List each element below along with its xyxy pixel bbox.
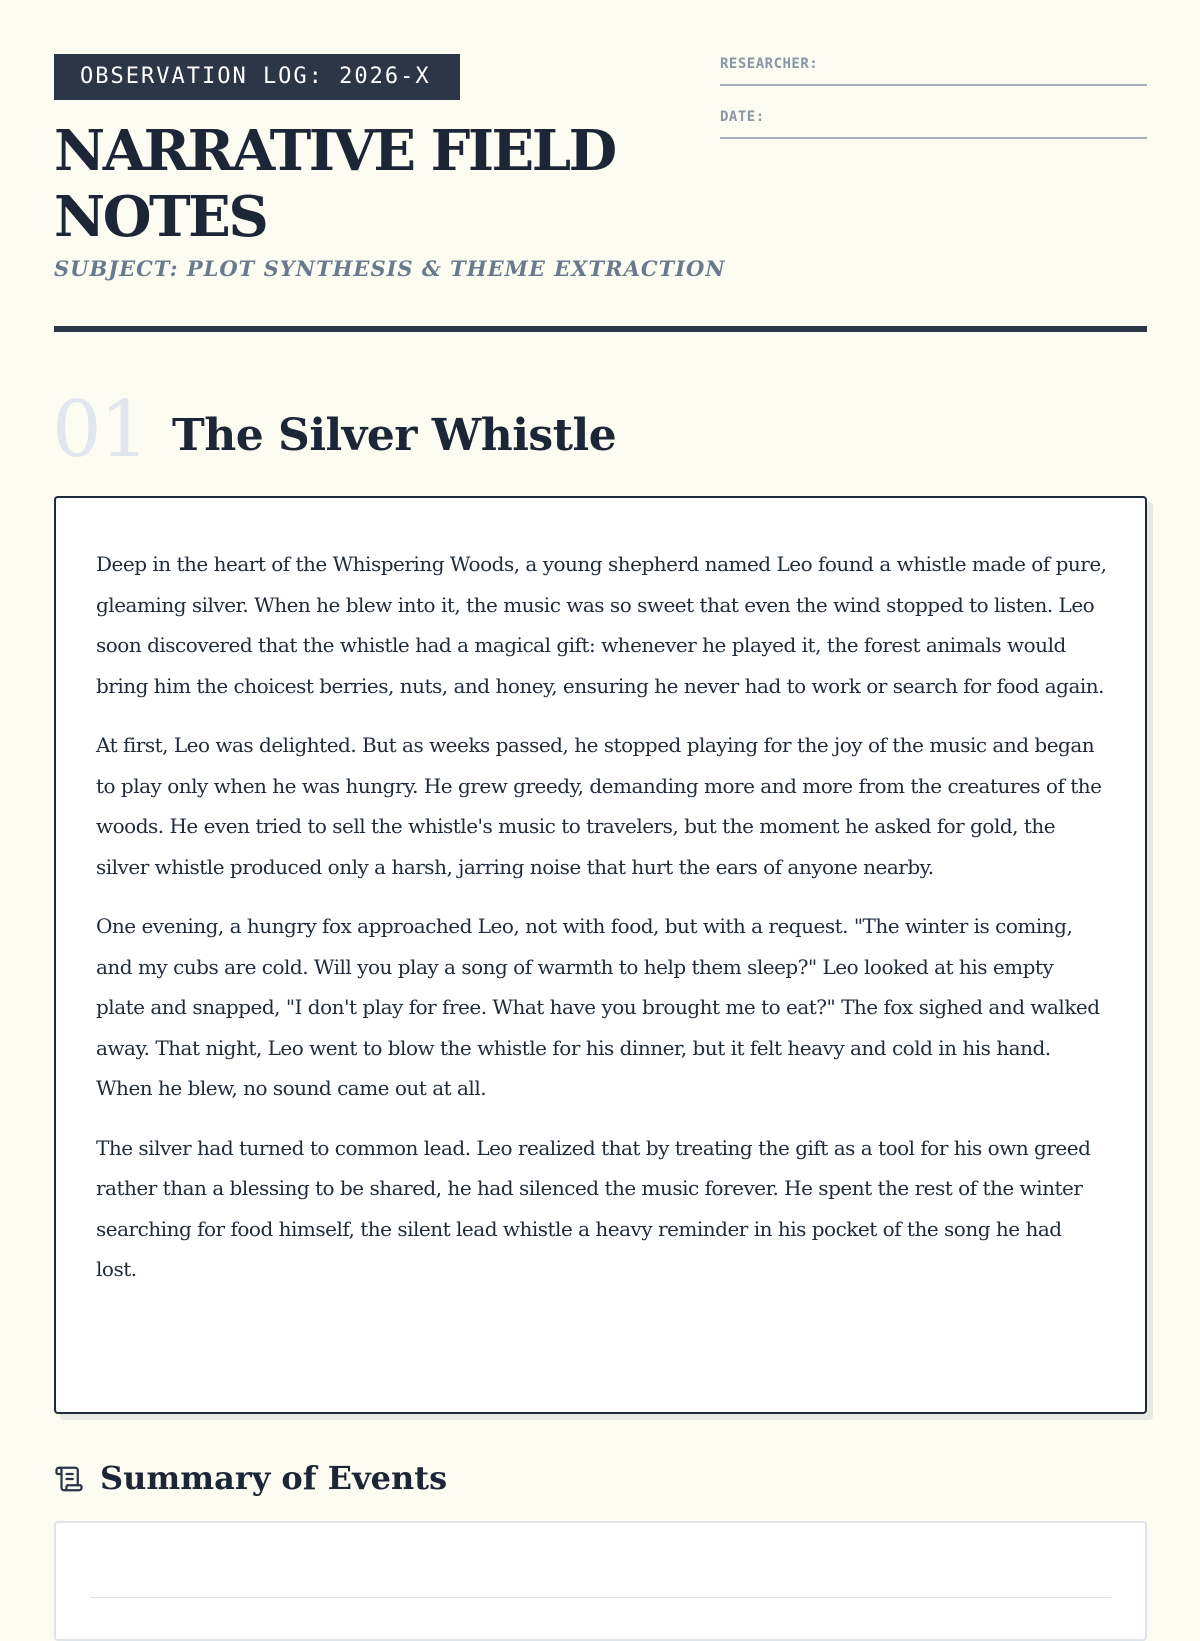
date-label: DATE:: [720, 109, 765, 125]
story-number: 01: [52, 385, 148, 475]
summary-title: Summary of Events: [100, 1459, 448, 1497]
story-paragraph: Deep in the heart of the Whispering Woods, a young shepherd named Leo found a whistle made of pure, gleaming silver. When he blew into it, the music was so sweet that even the wind stopped to listen. Leo soon discovered that the whistle had a magical gift: whenever he played it, the forest animals would bring him the choicest berries, nuts, and honey, ensuring he never had to work or search for food again.: [96, 552, 1107, 698]
story-heading: [54, 380, 1147, 490]
story-text-card: [54, 496, 1147, 1414]
field-notes-page: [54, 0, 1147, 1600]
summary-input-box[interactable]: [54, 1521, 1147, 1641]
summary-heading: [54, 1456, 654, 1500]
researcher-field[interactable]: [720, 54, 1147, 86]
story-paragraph: At first, Leo was delighted. But as weeks passed, he stopped playing for the joy of the music and began to play only when he was hungry. He grew greedy, demanding more and more from the creatures of the woods. He even tried to sell the whistle's music to travelers, but the moment he asked for gold, the silver whistle produced only a harsh, jarring noise that hurt the ears of anyone nearby.: [96, 733, 1102, 879]
story-paragraph: The silver had turned to common lead. Leo realized that by treating the gift as a tool for his own greed rather than a blessing to be shared, he had silenced the music forever. He spent the rest of the winter searching for food himself, the silent lead whistle a heavy reminder in his pocket of the song he had lost.: [96, 1135, 1091, 1281]
story-paragraph: One evening, a hungry fox approached Leo, not with food, but with a request. "The winter is coming, and my cubs are cold. Will you play a song of warmth to help them sleep?" Leo looked at his empty plate and snapped, "I don't play for free. What have you brought me to eat?" The fox sighed and walked away. That night, Leo went to blow the whistle for his dinner, but it felt heavy and cold in his hand. When he blew, no sound came out at all.: [96, 914, 1100, 1100]
page-subtitle: SUBJECT: PLOT SYNTHESIS & THEME EXTRACTION: [54, 256, 726, 281]
story-title: The Silver Whistle: [172, 410, 617, 461]
header-divider: [54, 326, 1147, 332]
scroll-icon: [54, 1464, 84, 1494]
date-field[interactable]: [720, 107, 1147, 139]
observation-log-tag: OBSERVATION LOG: 2026-X: [54, 54, 460, 100]
header: [54, 0, 1147, 340]
researcher-label: RESEARCHER:: [720, 56, 819, 72]
summary-rule-line: [90, 1597, 1111, 1598]
page-title: NARRATIVE FIELD NOTES: [54, 118, 615, 250]
